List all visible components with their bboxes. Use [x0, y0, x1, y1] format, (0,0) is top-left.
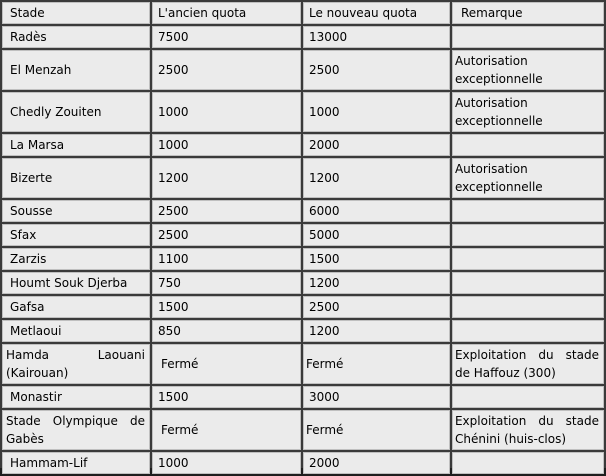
cell-ancien: 1000	[152, 134, 301, 156]
table-row	[2, 320, 604, 342]
cell-nouveau: 5000	[303, 224, 450, 246]
table-header-row	[2, 2, 604, 24]
cell-ancien: 2500	[152, 50, 301, 90]
cell-nouveau: 1200	[303, 320, 450, 342]
cell-remarque	[452, 200, 604, 222]
cell-stade: Sfax	[2, 224, 150, 246]
cell-remarque	[452, 26, 604, 48]
cell-stade: La Marsa	[2, 134, 150, 156]
table-row	[2, 296, 604, 318]
table-row	[2, 344, 604, 384]
cell-ancien: 1200	[152, 158, 301, 198]
cell-remarque: Autorisation exceptionnelle	[452, 158, 604, 198]
cell-ancien: 850	[152, 320, 301, 342]
cell-remarque	[452, 134, 604, 156]
cell-nouveau: 13000	[303, 26, 450, 48]
table-row	[2, 92, 604, 132]
cell-nouveau: 1000	[303, 92, 450, 132]
cell-nouveau: Fermé	[303, 344, 450, 384]
cell-remarque	[452, 386, 604, 408]
cell-remarque	[452, 296, 604, 318]
cell-nouveau: 2000	[303, 134, 450, 156]
table-row	[2, 224, 604, 246]
cell-stade: Gafsa	[2, 296, 150, 318]
cell-nouveau: 1200	[303, 272, 450, 294]
cell-ancien: Fermé	[152, 344, 301, 384]
cell-ancien: 1100	[152, 248, 301, 270]
cell-remarque: Exploitation du stade de Haffouz (300)	[452, 344, 604, 384]
cell-nouveau: 1200	[303, 158, 450, 198]
cell-stade: Houmt Souk Djerba	[2, 272, 150, 294]
cell-stade: Radès	[2, 26, 150, 48]
cell-remarque	[452, 272, 604, 294]
cell-remarque	[452, 224, 604, 246]
cell-ancien: 1000	[152, 452, 301, 474]
cell-nouveau: 2000	[303, 452, 450, 474]
table-row	[2, 200, 604, 222]
cell-ancien: 1000	[152, 92, 301, 132]
cell-remarque: Autorisation exceptionnelle	[452, 92, 604, 132]
cell-stade: Metlaoui	[2, 320, 150, 342]
cell-ancien: 750	[152, 272, 301, 294]
cell-remarque	[452, 320, 604, 342]
cell-nouveau: 6000	[303, 200, 450, 222]
cell-remarque: Exploitation du stade Chénini (huis-clos)	[452, 410, 604, 450]
cell-stade: Hammam-Lif	[2, 452, 150, 474]
table-row	[2, 248, 604, 270]
cell-ancien: Fermé	[152, 410, 301, 450]
cell-stade: Chedly Zouiten	[2, 92, 150, 132]
cell-ancien: 1500	[152, 386, 301, 408]
header-stade: Stade	[2, 2, 150, 24]
cell-nouveau: Fermé	[303, 410, 450, 450]
cell-stade: Zarzis	[2, 248, 150, 270]
cell-ancien: 2500	[152, 200, 301, 222]
cell-ancien: 1500	[152, 296, 301, 318]
header-ancien-quota: L'ancien quota	[152, 2, 301, 24]
cell-stade: Sousse	[2, 200, 150, 222]
table-row	[2, 272, 604, 294]
cell-nouveau: 3000	[303, 386, 450, 408]
table-row	[2, 452, 604, 474]
cell-stade: El Menzah	[2, 50, 150, 90]
cell-ancien: 7500	[152, 26, 301, 48]
header-nouveau-quota: Le nouveau quota	[303, 2, 450, 24]
table-row	[2, 158, 604, 198]
header-remarque: Remarque	[452, 2, 604, 24]
cell-remarque: Autorisation exceptionnelle	[452, 50, 604, 90]
cell-nouveau: 1500	[303, 248, 450, 270]
cell-remarque	[452, 248, 604, 270]
cell-stade: Bizerte	[2, 158, 150, 198]
cell-stade: Hamda Laouani (Kairouan)	[2, 344, 150, 384]
table-row	[2, 26, 604, 48]
cell-stade: Stade Olympique de Gabès	[2, 410, 150, 450]
table-row	[2, 134, 604, 156]
cell-ancien: 2500	[152, 224, 301, 246]
table-row	[2, 386, 604, 408]
cell-stade: Monastir	[2, 386, 150, 408]
cell-remarque	[452, 452, 604, 474]
table-row	[2, 410, 604, 450]
cell-nouveau: 2500	[303, 50, 450, 90]
table-row	[2, 50, 604, 90]
cell-nouveau: 2500	[303, 296, 450, 318]
